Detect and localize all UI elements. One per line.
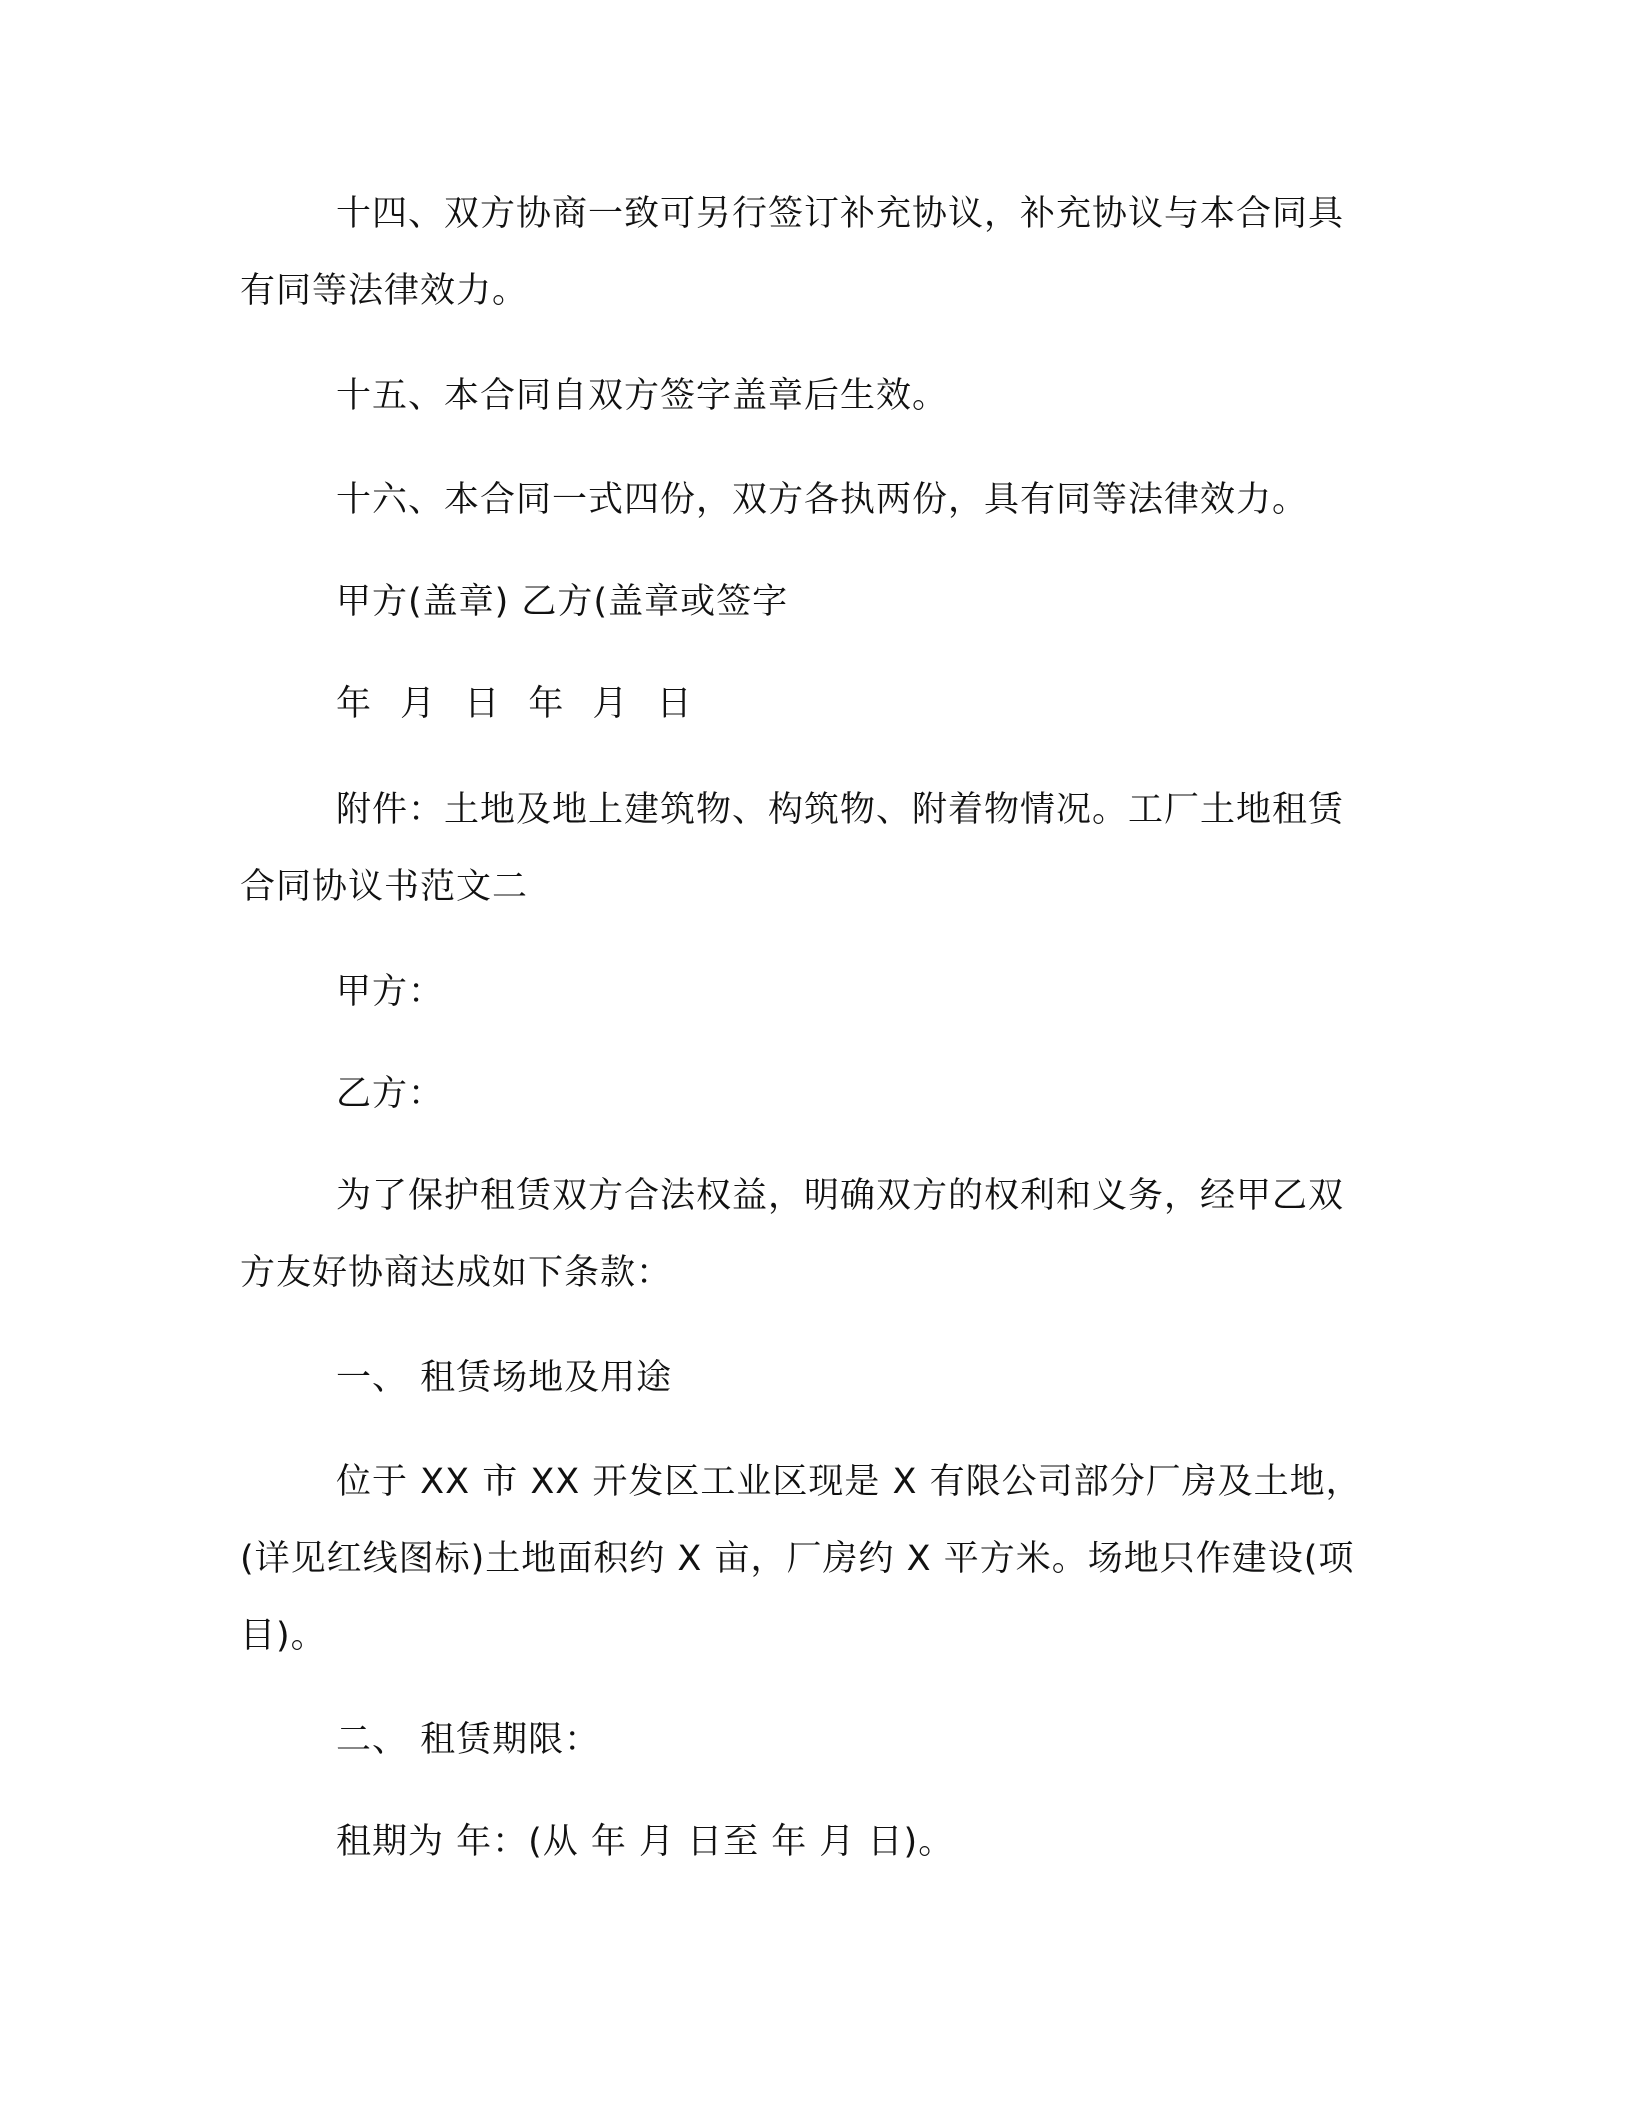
party-a-text: 甲方： <box>336 972 445 1012</box>
clause-16 <box>240 462 1390 539</box>
date-line <box>240 666 1390 743</box>
clause-15 <box>240 358 1390 435</box>
preamble-line-2: 方友好协商达成如下条款： <box>240 1253 673 1293</box>
date-line-text: 年 月 日 年 月 日 <box>336 684 701 724</box>
clause-16-line-1: 十六、本合同一式四份，双方各执两份，具有同等法律效力。 <box>336 480 1309 520</box>
section-2-body <box>240 1804 1390 1881</box>
section-1-body-line-2: (详见红线图标)土地面积约 X 亩，厂房约 X 平方米。场地只作建设(项 <box>240 1539 1355 1579</box>
signature-line-text: 甲方(盖章) 乙方(盖章或签字 <box>336 582 789 622</box>
section-1-heading <box>240 1340 1390 1417</box>
clause-14-line-2: 有同等法律效力。 <box>240 271 529 311</box>
section-2-heading <box>240 1702 1390 1779</box>
section-1-body-line-3: 目)。 <box>240 1616 327 1656</box>
attachment-line-1: 附件：土地及地上建筑物、构筑物、附着物情况。工厂土地租赁 <box>336 790 1345 830</box>
preamble-line-1: 为了保护租赁双方合法权益，明确双方的权利和义务，经甲乙双 <box>336 1176 1345 1216</box>
section-1-body-line-1: 位于 XX 市 XX 开发区工业区现是 X 有限公司部分厂房及土地， <box>336 1462 1362 1502</box>
signature-line <box>240 564 1390 641</box>
clause-15-line-1: 十五、本合同自双方签字盖章后生效。 <box>336 376 949 416</box>
section-2-body-text: 租期为 年：(从 年 月 日至 年 月 日)。 <box>336 1822 955 1862</box>
attachment-paragraph <box>240 772 1390 926</box>
section-1-body <box>240 1444 1390 1675</box>
party-b-line <box>240 1056 1390 1133</box>
clause-14 <box>240 176 1390 330</box>
party-a-line <box>240 954 1390 1031</box>
section-1-heading-text: 一、 租赁场地及用途 <box>336 1358 673 1398</box>
party-b-text: 乙方： <box>336 1074 445 1114</box>
preamble-paragraph <box>240 1158 1390 1312</box>
attachment-line-2: 合同协议书范文二 <box>240 867 529 907</box>
clause-14-line-1: 十四、双方协商一致可另行签订补充协议，补充协议与本合同具 <box>336 194 1345 234</box>
section-2-heading-text: 二、 租赁期限： <box>336 1720 601 1760</box>
